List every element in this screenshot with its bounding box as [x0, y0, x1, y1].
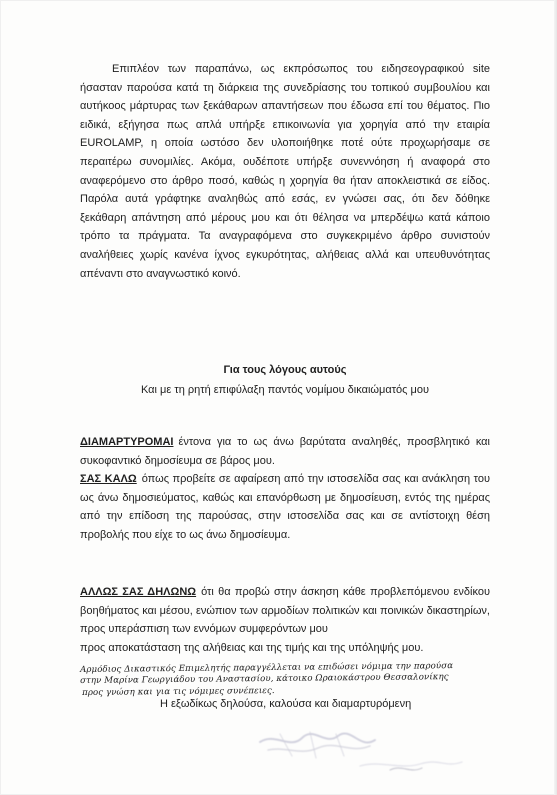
intro-paragraph: Επιπλέον των παραπάνω, ως εκπρόσωπος του ειδησεογραφικού site ήσασταν παρούσα κατά τη διάρκεια της συνεδρίασης του τοπικού συμβουλίου και αυτήκοος μάρτυρας των ξεκάθαρων απαντήσεων που έδωσα επί του θέματος. Πιο ειδικά, εξήγησα πως απλά υπήρξε επικοινωνία για χορηγία από την εταιρία EUROLAMP, η οποία ωστόσο δεν υλοποιήθηκε ποτέ ούτε προχωρήσαμε σε περαιτέρω συνομιλίες. Ακόμα, ουδέποτε υπήρξε συνεννόηση ή αναφορά στο αναφερόμενο στο άρθρο ποσό, καθώς η χορηγία θα ήταν αποκλειστικά σε είδος. Παρόλα αυτά γράφτηκε αναληθώς από εσάς, εν γνώσει σας, ότι δεν δόθηκε ξεκάθαρη απάντηση από μέρους μου και ότι θέλησα να μπερδέψω κατά κάποιο τρόπο τα πράγματα. Τα αναγραφόμενα στο συγκεκριμένο άρθρο συνιστούν αναλήθειες χωρίς κανένα ίχνος εγκυρότητας, αλήθειας αλλά και υπευθυνότητας απέναντι στο αναγνωστικό κοινό. — [80, 63, 490, 280]
protest-text: έντονα για το ως άνω βαρύτατα αναληθές, προσβλητικό και συκοφαντικό δημοσίευμα σε βάρος μου. — [80, 436, 490, 467]
section-subheading: Και με τη ρητή επιφύλαξη παντός νομίμου δικαιώματός μου — [140, 384, 429, 396]
declare-text: ότι θα προβώ στην άσκηση κάθε προβλεπόμενου ενδίκου βοηθήματος και μέσου, ενώπιον των αρμοδίων πολιτικών και ποινικών δικαστηρίων, προς υπεράσπιση των εννόμων συμφερόντων μου — [80, 586, 490, 636]
signoff-line: Η εξωδίκως δηλούσα, καλούσα και διαμαρτυρόμενη — [160, 698, 412, 710]
section-heading: Για τους λόγους αυτούς — [223, 364, 347, 376]
handwritten-note-line-2: στην Μαρίνα Γεωργιάδου του Αναστασίου, κάτοικο Ωραιοκάστρου Θεσσαλονίκης — [80, 672, 449, 686]
declare-paragraph — [80, 583, 490, 639]
closing-line: προς αποκατάσταση της αλήθειας και της τιμής και της υπόληψής μου. — [80, 642, 424, 654]
request-lead: ΣΑΣ ΚΑΛΩ — [80, 473, 137, 485]
handwritten-note-line-3: προς γνώση και για τις νόμιμες συνέπειες. — [82, 685, 275, 698]
signature-scribble — [240, 720, 470, 780]
declare-lead: ΑΛΛΩΣ ΣΑΣ ΔΗΛΩΝΩ — [80, 586, 197, 598]
handwritten-note-line-1: Αρμόδιος Δικαστικός Επιμελητής παραγγέλλεται να επιδώσει νόμιμα την παρούσα — [80, 661, 454, 675]
protest-paragraph — [80, 433, 490, 470]
request-text: όπως προβείτε σε αφαίρεση από την ιστοσελίδα σας και ανάκληση του ως άνω δημοσιεύματος, καθώς και επανόρθωση με δημοσίευση, εντός της ημέρας από την επίδοση της παρούσας, στην ιστοσελίδα σας και σε αντίστοιχη θέση προβολής που είχε το ως άνω δημοσίευμα. — [80, 473, 490, 541]
protest-lead: ΔΙΑΜΑΡΤΥΡΟΜΑΙ — [80, 436, 174, 448]
request-paragraph — [80, 470, 490, 544]
